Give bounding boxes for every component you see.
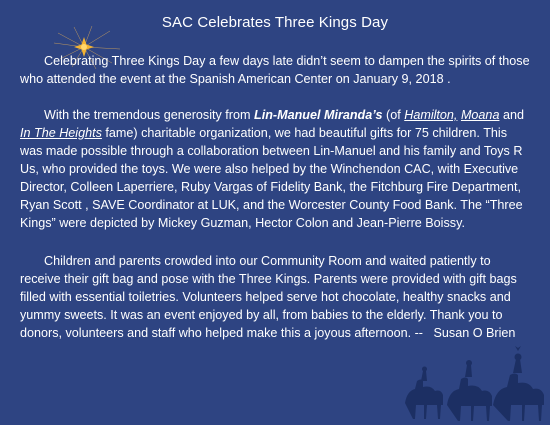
sponsor-name: Lin-Manuel Miranda’s xyxy=(254,108,383,122)
paragraph-intro-text: Celebrating Three Kings Day a few days late didn’t seem to dampen the spirits of those who attended the event at the Spanish American Center on January 9, 2018 . xyxy=(20,54,530,86)
paragraph-intro xyxy=(20,52,530,88)
link-hamilton[interactable]: Hamilton, xyxy=(404,108,458,122)
link-in-the-heights[interactable]: In The Heights xyxy=(20,126,102,140)
paragraph-event-text: Children and parents crowded into our Community Room and waited patiently to receive their gift bag and pose with the Three Kings. Parents were provided with gift bags filled with essential toiletries. Volunteers helped serve hot chocolate, healthy snacks and yummy sweets. It was an event enjoyed by all, from babies to the elderly. Thank you to donors, volunteers and staff who helped make this a joyous afternoon. -- xyxy=(20,254,517,340)
three-kings-camels-icon xyxy=(385,345,550,425)
paragraph-sponsors-open: (of xyxy=(382,108,405,122)
paragraph-sponsors-and: and xyxy=(499,108,524,122)
page-title: SAC Celebrates Three Kings Day xyxy=(161,14,389,31)
paragraph-sponsors xyxy=(20,106,530,232)
author-signature: Susan O Brien xyxy=(433,326,516,340)
link-moana[interactable]: Moana xyxy=(460,108,500,122)
paragraph-sponsors-rest: fame) charitable organization, we had beautiful gifts for 75 children. This was made possible through a collaboration between Lin-Manuel and his family and Toys R Us, who provided the toys. We were also helped by the Winchendon CAC, with Executive Director, Colleen Laperriere, Ruby Vargas of Fidelity Bank, the Fitchburg Fire Department, Ryan Scott , SAVE Coordinator at LUK, and the Worcester County Food Bank. The “Three Kings” were depicted by Mickey Guzman, Hector Colon and Jean-Pierre Boissy. xyxy=(20,126,523,230)
paragraph-event xyxy=(20,252,530,342)
paragraph-sponsors-lead: With the tremendous generosity from xyxy=(44,108,254,122)
